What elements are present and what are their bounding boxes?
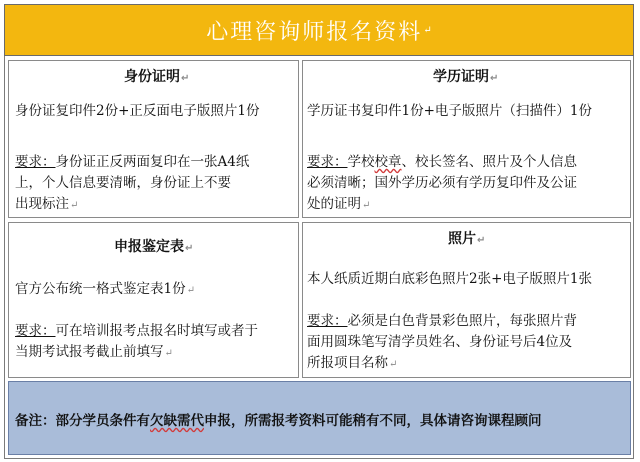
- section-requirement: 要求：必须是白色背景彩色照片，每张照片背 面用圆珠笔写清学员姓名、身份证号后4位及 所报项目名称↵: [307, 313, 577, 371]
- section-requirement: 要求：身份证正反两面复印在一张A4纸 上，个人信息要清晰，身份证上不要 出现标注↵: [15, 154, 250, 212]
- section-heading: 申报鉴定表↵: [114, 239, 194, 255]
- section-item: 本人纸质近期白底彩色照片2张+电子版照片1张: [307, 271, 592, 287]
- section-heading: 身份证明↵: [124, 69, 190, 85]
- section-photo: [302, 222, 631, 378]
- section-item: 身份证复印件2份+正反面电子版照片1份: [15, 103, 260, 119]
- requirement-label: 要求：: [15, 154, 56, 170]
- section-id-proof: [8, 60, 299, 218]
- requirement-label: 要求：: [307, 154, 348, 170]
- note-bar: [8, 381, 631, 455]
- section-heading: 照片↵: [448, 231, 486, 247]
- page-title: 心理咨询师报名资料: [206, 19, 423, 45]
- paragraph-mark: ↵: [423, 24, 432, 36]
- section-appraisal-form: [8, 222, 299, 378]
- title-bar: [4, 4, 634, 56]
- requirement-label: 要求：: [307, 313, 348, 329]
- note-text: 备注：部分学员条件有欠缺需代申报，所需报考资料可能稍有不同，具体请咨询课程顾问: [15, 413, 542, 429]
- section-item: 学历证书复印件1份+电子版照片（扫描件）1份: [307, 103, 592, 119]
- note-label: 备注：: [15, 413, 56, 429]
- section-heading: 学历证明↵: [433, 69, 499, 85]
- section-requirement: 要求：可在培训报考点报名时填写或者于 当期考试报考截止前填写↵: [15, 323, 258, 360]
- section-item: 官方公布统一格式鉴定表1份↵: [15, 281, 195, 297]
- requirement-label: 要求：: [15, 323, 56, 339]
- section-education-proof: [302, 60, 631, 218]
- section-requirement: 要求：学校校章、校长签名、照片及个人信息 必须清晰；国外学历必须有学历复印件及公证 处的证明↵: [307, 154, 577, 212]
